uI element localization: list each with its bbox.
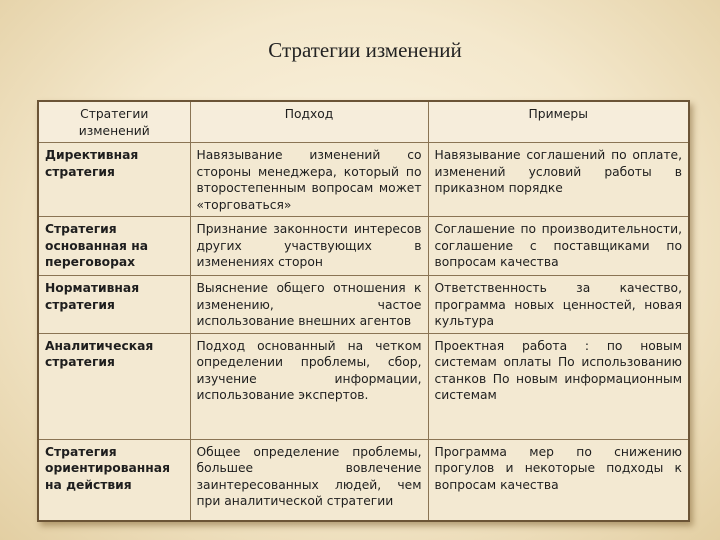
strategy-examples: Навязывание соглашений по оплате, изменений условий работы в приказном порядке — [428, 143, 689, 217]
strategy-name: Нормативная стратегия — [38, 276, 190, 334]
strategy-examples: Ответственность за качество, программа новых ценностей, новая культура — [428, 276, 689, 334]
header-examples: Примеры — [428, 101, 689, 143]
strategy-name: Стратегия основанная на переговорах — [38, 217, 190, 276]
strategy-name: Директивная стратегия — [38, 143, 190, 217]
strategy-examples: Программа мер по снижению прогулов и некоторые подходы к вопросам качества — [428, 439, 689, 521]
strategy-approach: Подход основанный на четком определении проблемы, сбор, изучение информации, использование экспертов. — [190, 333, 428, 439]
strategy-examples: Проектная работа : по новым системам оплаты По использованию станков По новым информационным системам — [428, 333, 689, 439]
table-row — [38, 217, 689, 276]
strategy-name: Стратегия ориентированная на действия — [38, 439, 190, 521]
table-header-row — [38, 101, 689, 143]
table-row — [38, 143, 689, 217]
strategy-approach: Выяснение общего отношения к изменению, частое использование внешних агентов — [190, 276, 428, 334]
strategy-examples: Соглашение по производительности, соглашение с поставщиками по вопросам качества — [428, 217, 689, 276]
slide-title: Стратегии изменений — [268, 38, 462, 62]
strategy-approach: Навязывание изменений со стороны менеджера, который по второстепенным вопросам может «торговаться» — [190, 143, 428, 217]
strategy-name: Аналитическая стратегия — [38, 333, 190, 439]
strategy-approach: Признание законности интересов других участвующих в изменениях сторон — [190, 217, 428, 276]
table-row — [38, 333, 689, 439]
header-approach: Подход — [190, 101, 428, 143]
strategy-approach: Общее определение проблемы, большее вовлечение заинтересованных людей, чем при аналитической стратегии — [190, 439, 428, 521]
table-row — [38, 276, 689, 334]
table-row — [38, 439, 689, 521]
header-strategies: Стратегии изменений — [38, 101, 190, 143]
strategies-table — [37, 100, 690, 522]
